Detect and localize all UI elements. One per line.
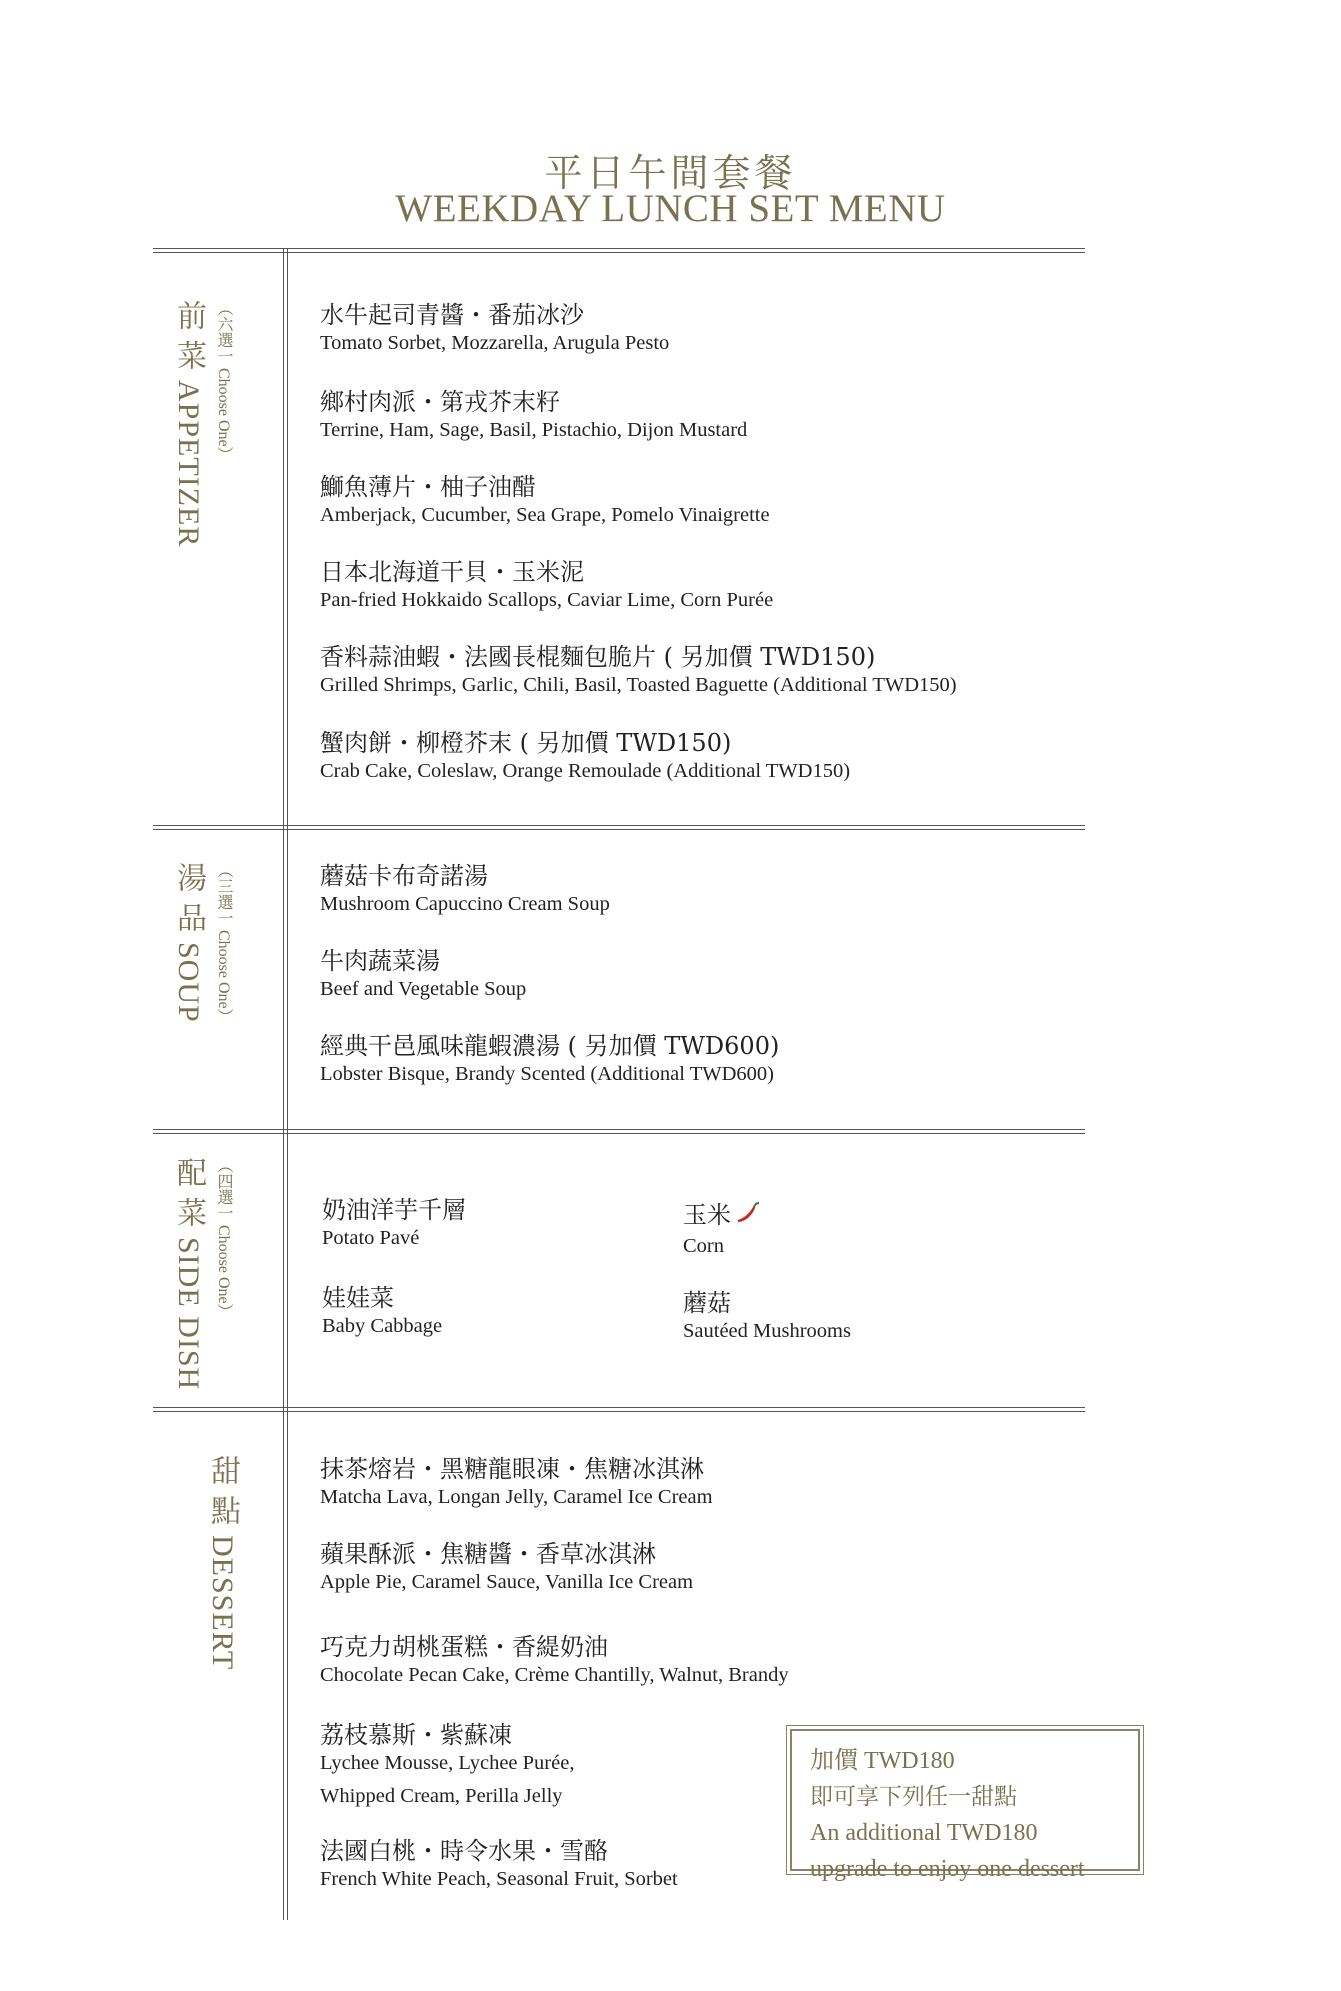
- divider-appetizer-soup: [153, 825, 1085, 830]
- note-line: An additional TWD180: [810, 1820, 1038, 1846]
- divider-side-dessert: [153, 1407, 1085, 1412]
- menu-item: 鄉村肉派・第戎芥末籽 Terrine, Ham, Sage, Basil, Pistachio, Dijon Mustard: [320, 388, 748, 441]
- choose-note-soup: （三選一 Choose One）: [215, 862, 232, 1025]
- note-line: 加價 TWD180: [810, 1748, 955, 1774]
- menu-item: 日本北海道干貝・玉米泥 Pan-fried Hokkaido Scallops, Caviar Lime, Corn Purée: [320, 558, 774, 611]
- menu-item: 鰤魚薄片・柚子油醋 Amberjack, Cucumber, Sea Grape, Pomelo Vinaigrette: [320, 473, 770, 526]
- section-label-dessert: 甜點DESSERT: [205, 1455, 240, 1671]
- menu-item: 巧克力胡桃蛋糕・香緹奶油 Chocolate Pecan Cake, Crème Chantilly, Walnut, Brandy: [320, 1633, 789, 1686]
- menu-item: 玉米 Corn: [683, 1200, 761, 1259]
- chili-pepper-icon: [735, 1200, 761, 1233]
- menu-item: 蘑菇卡布奇諾湯 Mushroom Capuccino Cream Soup: [320, 862, 610, 915]
- menu-title-zh: 平日午間套餐: [544, 151, 797, 195]
- menu-title-en: WEEKDAY LUNCH SET MENU: [395, 187, 946, 230]
- choose-note-side-dish: （四選一 Choose One）: [215, 1157, 232, 1320]
- menu-item: 蟹肉餅・柳橙芥末 ( 另加價 TWD150) Crab Cake, Coleslaw, Orange Remoulade (Additional TWD150): [320, 729, 851, 782]
- choose-note-appetizer: （六選一 Choose One）: [215, 300, 232, 463]
- menu-item: 法國白桃・時令水果・雪酪 French White Peach, Seasonal Fruit, Sorbet: [320, 1837, 678, 1890]
- menu-item: 經典干邑風味龍蝦濃湯 ( 另加價 TWD600) Lobster Bisque, Brandy Scented (Additional TWD600): [320, 1032, 780, 1085]
- note-line: 即可享下列任一甜點: [810, 1784, 1017, 1810]
- section-label-side-dish: 配菜SIDE DISH: [171, 1157, 206, 1391]
- menu-item: 牛肉蔬菜湯 Beef and Vegetable Soup: [320, 947, 527, 1000]
- menu-item: 娃娃菜 Baby Cabbage: [322, 1284, 443, 1337]
- menu-item: 抹茶熔岩・黑糖龍眼凍・焦糖冰淇淋 Matcha Lava, Longan Jelly, Caramel Ice Cream: [320, 1455, 713, 1508]
- menu-item: 蘋果酥派・焦糖醬・香草冰淇淋 Apple Pie, Caramel Sauce, Vanilla Ice Cream: [320, 1540, 694, 1593]
- menu-item: 蘑菇 Sautéed Mushrooms: [683, 1289, 851, 1342]
- section-label-soup: 湯品SOUP: [171, 862, 206, 1023]
- menu-item: 荔枝慕斯・紫蘇凍 Lychee Mousse, Lychee Purée, Whipped Cream, Perilla Jelly: [320, 1721, 575, 1807]
- menu-item: 奶油洋芋千層 Potato Pavé: [322, 1196, 466, 1249]
- divider-vertical: [283, 248, 288, 1920]
- menu-item: 香料蒜油蝦・法國長棍麵包脆片 ( 另加價 TWD150) Grilled Shrimps, Garlic, Chili, Basil, Toasted Baguette (Additional TWD150): [320, 643, 957, 696]
- divider-top: [153, 248, 1085, 253]
- section-label-appetizer: 前菜APPETIZER: [171, 300, 206, 548]
- dessert-upgrade-note: [790, 1729, 1140, 1882]
- divider-soup-side: [153, 1129, 1085, 1134]
- note-line: upgrade to enjoy one dessert: [810, 1856, 1085, 1882]
- menu-item: 水牛起司青醬・番茄冰沙 Tomato Sorbet, Mozzarella, Arugula Pesto: [320, 301, 670, 354]
